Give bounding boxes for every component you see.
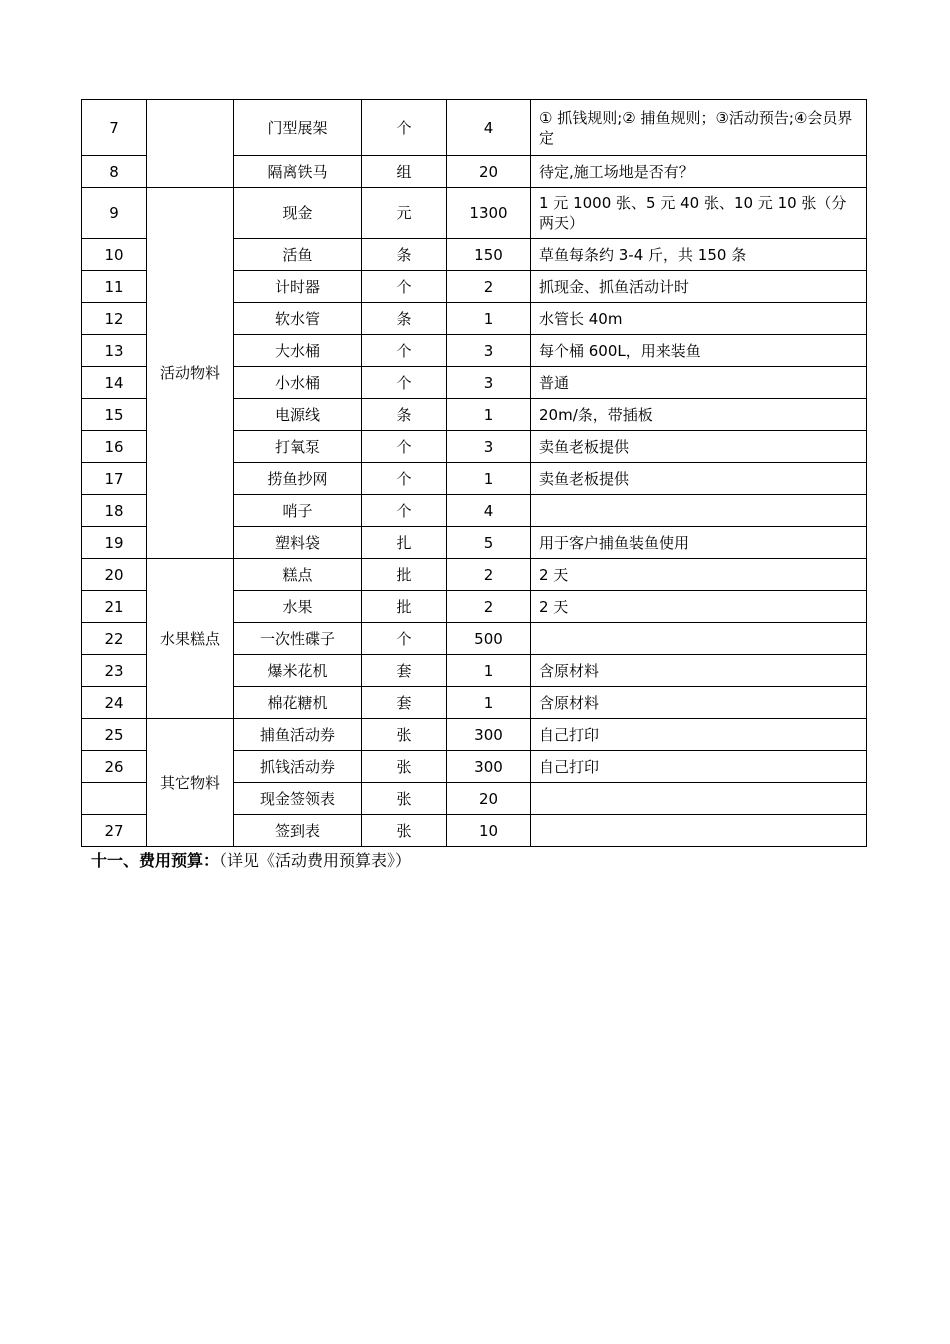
item-unit: 个 xyxy=(362,100,447,156)
item-note: ① 抓钱规则;② 捕鱼规则；③活动预告;④会员界定 xyxy=(531,100,867,156)
item-quantity: 1 xyxy=(447,687,531,719)
item-note xyxy=(531,815,867,847)
category-fruit-pastry: 水果糕点 xyxy=(147,559,234,719)
item-note: 含原材料 xyxy=(531,687,867,719)
item-name: 哨子 xyxy=(234,495,362,527)
item-unit: 个 xyxy=(362,495,447,527)
item-note: 抓现金、抓鱼活动计时 xyxy=(531,271,867,303)
row-number: 11 xyxy=(82,271,147,303)
item-unit: 批 xyxy=(362,559,447,591)
item-note xyxy=(531,623,867,655)
item-quantity: 1 xyxy=(447,655,531,687)
item-name: 隔离铁马 xyxy=(234,156,362,188)
row-number: 26 xyxy=(82,751,147,783)
item-name: 大水桶 xyxy=(234,335,362,367)
item-quantity: 2 xyxy=(447,271,531,303)
item-note: 20m/条，带插板 xyxy=(531,399,867,431)
item-name: 糕点 xyxy=(234,559,362,591)
item-quantity: 1300 xyxy=(447,188,531,239)
row-number: 9 xyxy=(82,188,147,239)
item-quantity: 1 xyxy=(447,463,531,495)
item-unit: 个 xyxy=(362,623,447,655)
item-quantity: 2 xyxy=(447,591,531,623)
item-name: 活鱼 xyxy=(234,239,362,271)
item-name: 门型展架 xyxy=(234,100,362,156)
item-quantity: 3 xyxy=(447,335,531,367)
item-quantity: 10 xyxy=(447,815,531,847)
item-note: 自己打印 xyxy=(531,719,867,751)
row-number: 25 xyxy=(82,719,147,751)
materials-table xyxy=(81,99,867,847)
row-number: 22 xyxy=(82,623,147,655)
item-unit: 元 xyxy=(362,188,447,239)
item-unit: 条 xyxy=(362,399,447,431)
item-note: 水管长 40m xyxy=(531,303,867,335)
table-row xyxy=(82,100,867,156)
row-number xyxy=(82,783,147,815)
item-quantity: 2 xyxy=(447,559,531,591)
item-quantity: 150 xyxy=(447,239,531,271)
item-unit: 张 xyxy=(362,783,447,815)
item-name: 现金签领表 xyxy=(234,783,362,815)
row-number: 21 xyxy=(82,591,147,623)
item-unit: 张 xyxy=(362,719,447,751)
item-quantity: 1 xyxy=(447,399,531,431)
item-name: 爆米花机 xyxy=(234,655,362,687)
row-number: 7 xyxy=(82,100,147,156)
item-quantity: 300 xyxy=(447,719,531,751)
item-name: 一次性碟子 xyxy=(234,623,362,655)
item-quantity: 20 xyxy=(447,783,531,815)
item-name: 签到表 xyxy=(234,815,362,847)
item-note: 自己打印 xyxy=(531,751,867,783)
item-unit: 批 xyxy=(362,591,447,623)
item-name: 打氧泵 xyxy=(234,431,362,463)
item-note: 用于客户捕鱼装鱼使用 xyxy=(531,527,867,559)
row-number: 13 xyxy=(82,335,147,367)
item-quantity: 4 xyxy=(447,100,531,156)
row-number: 14 xyxy=(82,367,147,399)
item-unit: 张 xyxy=(362,751,447,783)
item-quantity: 20 xyxy=(447,156,531,188)
item-quantity: 3 xyxy=(447,367,531,399)
item-note: 卖鱼老板提供 xyxy=(531,463,867,495)
row-number: 12 xyxy=(82,303,147,335)
budget-section xyxy=(91,849,411,873)
item-note xyxy=(531,783,867,815)
row-number: 27 xyxy=(82,815,147,847)
budget-heading: 十一、费用预算： xyxy=(91,851,220,870)
item-unit: 条 xyxy=(362,303,447,335)
item-note: 1 元 1000 张、5 元 40 张、10 元 10 张（分两天） xyxy=(531,188,867,239)
item-name: 抓钱活动券 xyxy=(234,751,362,783)
item-name: 电源线 xyxy=(234,399,362,431)
row-number: 10 xyxy=(82,239,147,271)
item-name: 小水桶 xyxy=(234,367,362,399)
item-note: 草鱼每条约 3-4 斤，共 150 条 xyxy=(531,239,867,271)
item-note: 2 天 xyxy=(531,559,867,591)
category-cell-empty xyxy=(147,100,234,188)
item-quantity: 1 xyxy=(447,303,531,335)
row-number: 8 xyxy=(82,156,147,188)
item-quantity: 4 xyxy=(447,495,531,527)
row-number: 15 xyxy=(82,399,147,431)
table-row xyxy=(82,719,867,751)
item-quantity: 3 xyxy=(447,431,531,463)
item-unit: 个 xyxy=(362,463,447,495)
item-note xyxy=(531,495,867,527)
row-number: 19 xyxy=(82,527,147,559)
item-unit: 个 xyxy=(362,367,447,399)
item-name: 软水管 xyxy=(234,303,362,335)
item-name: 计时器 xyxy=(234,271,362,303)
row-number: 17 xyxy=(82,463,147,495)
row-number: 23 xyxy=(82,655,147,687)
item-note: 每个桶 600L，用来装鱼 xyxy=(531,335,867,367)
item-unit: 张 xyxy=(362,815,447,847)
item-name: 现金 xyxy=(234,188,362,239)
budget-reference: （详见《活动费用预算表》） xyxy=(219,851,412,870)
item-unit: 条 xyxy=(362,239,447,271)
item-note: 2 天 xyxy=(531,591,867,623)
item-unit: 个 xyxy=(362,431,447,463)
table-row xyxy=(82,188,867,239)
item-unit: 扎 xyxy=(362,527,447,559)
item-note: 待定,施工场地是否有？ xyxy=(531,156,867,188)
row-number: 24 xyxy=(82,687,147,719)
item-unit: 套 xyxy=(362,687,447,719)
item-unit: 组 xyxy=(362,156,447,188)
item-note: 普通 xyxy=(531,367,867,399)
item-unit: 个 xyxy=(362,271,447,303)
row-number: 16 xyxy=(82,431,147,463)
item-unit: 套 xyxy=(362,655,447,687)
item-unit: 个 xyxy=(362,335,447,367)
category-other-materials: 其它物料 xyxy=(147,719,234,847)
table-row xyxy=(82,559,867,591)
item-name: 捞鱼抄网 xyxy=(234,463,362,495)
item-name: 捕鱼活动券 xyxy=(234,719,362,751)
category-activity-materials: 活动物料 xyxy=(147,188,234,559)
row-number: 20 xyxy=(82,559,147,591)
item-quantity: 300 xyxy=(447,751,531,783)
item-quantity: 5 xyxy=(447,527,531,559)
item-name: 棉花糖机 xyxy=(234,687,362,719)
item-name: 水果 xyxy=(234,591,362,623)
item-quantity: 500 xyxy=(447,623,531,655)
item-note: 卖鱼老板提供 xyxy=(531,431,867,463)
item-name: 塑料袋 xyxy=(234,527,362,559)
item-note: 含原材料 xyxy=(531,655,867,687)
row-number: 18 xyxy=(82,495,147,527)
